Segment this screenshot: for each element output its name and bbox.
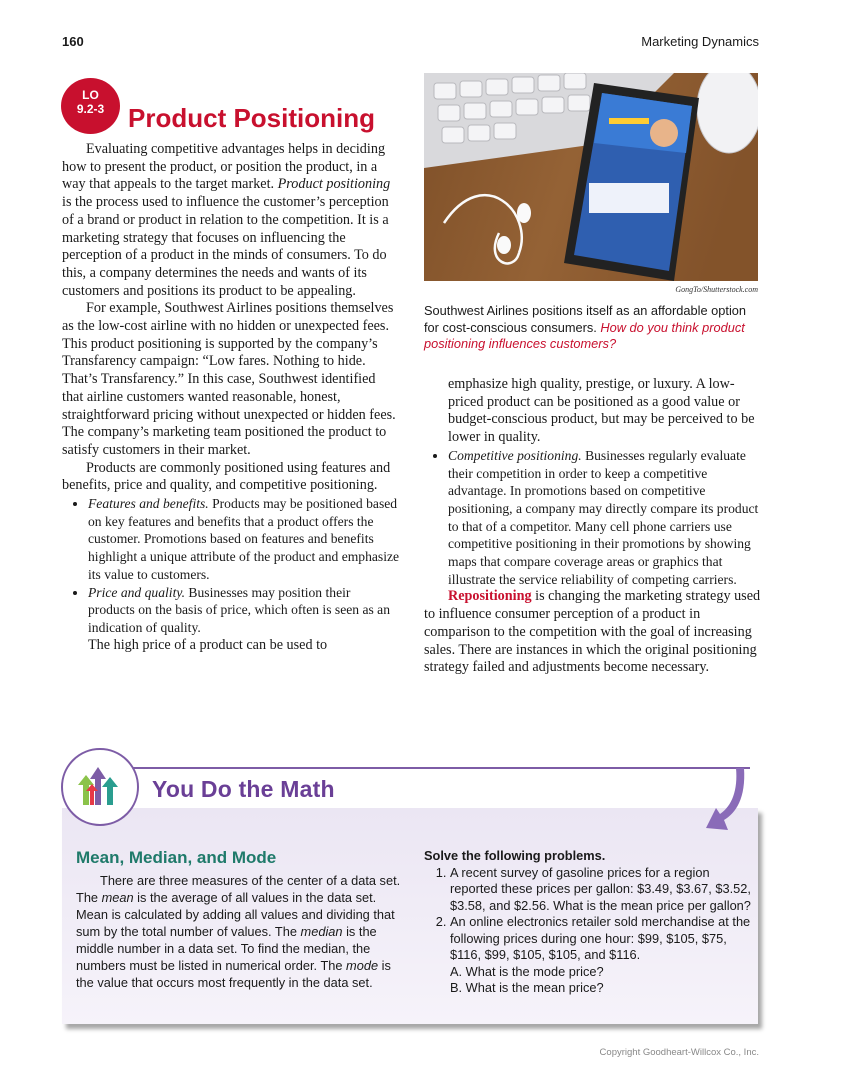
problem-text: An online electronics retailer sold merchandise at the following prices during one hour: $99, $105, $75, $116, $99, $105, $105, and $116. xyxy=(450,914,751,962)
problem-item: 1. A recent survey of gasoline prices for a region reported these prices per gallon: $3.49, $3.67, $3.52, $3.58, and $2.56. What is the mean price per gallon? xyxy=(450,865,754,915)
problems-heading: Solve the following problems. xyxy=(424,848,606,863)
photo-illustration xyxy=(424,73,758,281)
caption-question: How do you think product positioning influences customers? xyxy=(424,319,745,351)
term-product-positioning: Product positioning xyxy=(277,176,391,193)
paragraph-repositioning xyxy=(424,588,762,677)
text-span: Products may be positioned based on key features and benefits that a product offers the customer. Promotions based on features and benefits highlight a unique attribute of the product and emphasize its value to customers. xyxy=(88,496,400,582)
text-span: Evaluating competitive advantages helps in deciding how to present the product, or position the product, in a way that appeals to the target market. xyxy=(62,141,386,193)
text-span: There are three measures of the center of a data set. The xyxy=(76,873,401,905)
bullet-term: Competitive positioning. xyxy=(448,447,582,463)
bullet-term: Features and benefits. xyxy=(88,496,209,512)
photo-credit: GongTo/Shutterstock.com xyxy=(675,285,758,294)
math-problems xyxy=(424,848,754,997)
text-span: is the average of all values in the data set. Mean is calculated by adding all values and dividing that sum by the total number of values. The xyxy=(76,890,395,939)
text-span: Businesses regularly evaluate their competition in order to keep a competitive advantage. In promotions based on competitive positioning, a company may directly compare its product to that of a competitor. Many cell phone carriers use competitive positioning in their promotions by showing maps that compare coverage areas or graphics that illustrate the service reliability of competing carriers. xyxy=(448,447,759,587)
text-span: is changing the marketing strategy used to influence consumer perception of a product in comparison to the competition with the goal of increasing sales. There are instances in which the original positioning strategy failed and adjustments become necessary. xyxy=(424,588,761,676)
problem-item xyxy=(450,914,754,997)
curved-arrow-icon xyxy=(706,768,766,838)
paragraph-positioning-types: Products are commonly positioned using features and benefits, price and quality, and competitive positioning. xyxy=(62,459,391,494)
learning-objective-badge xyxy=(61,78,120,134)
copyright-notice: Copyright Goodheart-Willcox Co., Inc. xyxy=(599,1047,759,1058)
positioning-list xyxy=(62,495,400,637)
mean-median-mode-title: Mean, Median, and Mode xyxy=(76,848,277,867)
bullet-continuation-text: emphasize high quality, prestige, or luxury. A low-priced product can be positioned as a good value or budget-conscious product, but may be perceived to be lower in quality. xyxy=(448,376,755,446)
subproblem-item: A. What is the mode price? xyxy=(450,963,604,979)
paragraph-intro xyxy=(62,141,400,300)
badge-line-1: LO xyxy=(82,88,99,102)
subproblem-item: B. What is the mean price? xyxy=(450,980,604,995)
list-item xyxy=(448,447,762,589)
definition-paragraph xyxy=(76,872,404,991)
section-title: Product Positioning xyxy=(128,103,375,133)
caption-text: Southwest Airlines positions itself as an affordable option for cost-conscious consumers. xyxy=(424,303,747,335)
math-feature-title: You Do the Math xyxy=(152,776,335,802)
math-feature-rule xyxy=(110,767,750,769)
math-arrows-icon xyxy=(60,747,140,827)
text-span: is the process used to influence the customer’s perception of a brand or product in relation to the competition. It is a marketing strategy that focuses on influencing the perception of a product in the minds of consumers. To do this, a company determines the needs and wants of its customers and positions its product to be appealing. xyxy=(62,194,389,299)
right-column xyxy=(424,376,762,677)
problem-list xyxy=(424,865,754,997)
term-mode: mode xyxy=(346,958,379,973)
southwest-tablet-photo xyxy=(424,73,758,281)
badge-line-2: 9.2-3 xyxy=(76,102,105,116)
term-median: median xyxy=(300,924,343,939)
paragraph-southwest: For example, Southwest Airlines positions themselves as the low-cost airline with no hidden or unexpected fees. This product positioning is supported by the company’s Transfarency campaign: “Low fares. Nothing to hide. That’s Transfarency.” In this case, Southwest identified that airline customers wanted reasonable, honest, straightforward pricing without unexpected or hidden fees. The company’s marketing team positioned the product to satisfy customers in their market. xyxy=(62,300,396,458)
list-item xyxy=(88,495,400,584)
page-number: 160 xyxy=(62,34,84,49)
bullet-continuation: The high price of a product can be used to xyxy=(88,636,328,653)
left-column xyxy=(62,141,400,654)
running-header-title: Marketing Dynamics xyxy=(641,34,759,49)
competitive-list xyxy=(424,447,762,589)
text-span: Businesses may position their products on the basis of price, which often is seen as an indication of quality. xyxy=(88,584,391,635)
mean-median-mode-text xyxy=(76,872,404,991)
list-item xyxy=(88,584,400,637)
term-repositioning: Repositioning xyxy=(448,588,532,605)
bullet-term: Price and quality. xyxy=(88,584,186,600)
photo-caption xyxy=(424,303,754,353)
text-span: is the middle number in a data set. To find the median, the numbers must be listed in numerical order. The xyxy=(76,924,377,973)
subproblem-list xyxy=(450,964,754,997)
term-mean: mean xyxy=(101,890,134,905)
text-span: is the value that occurs most frequently in the data set. xyxy=(76,958,391,990)
